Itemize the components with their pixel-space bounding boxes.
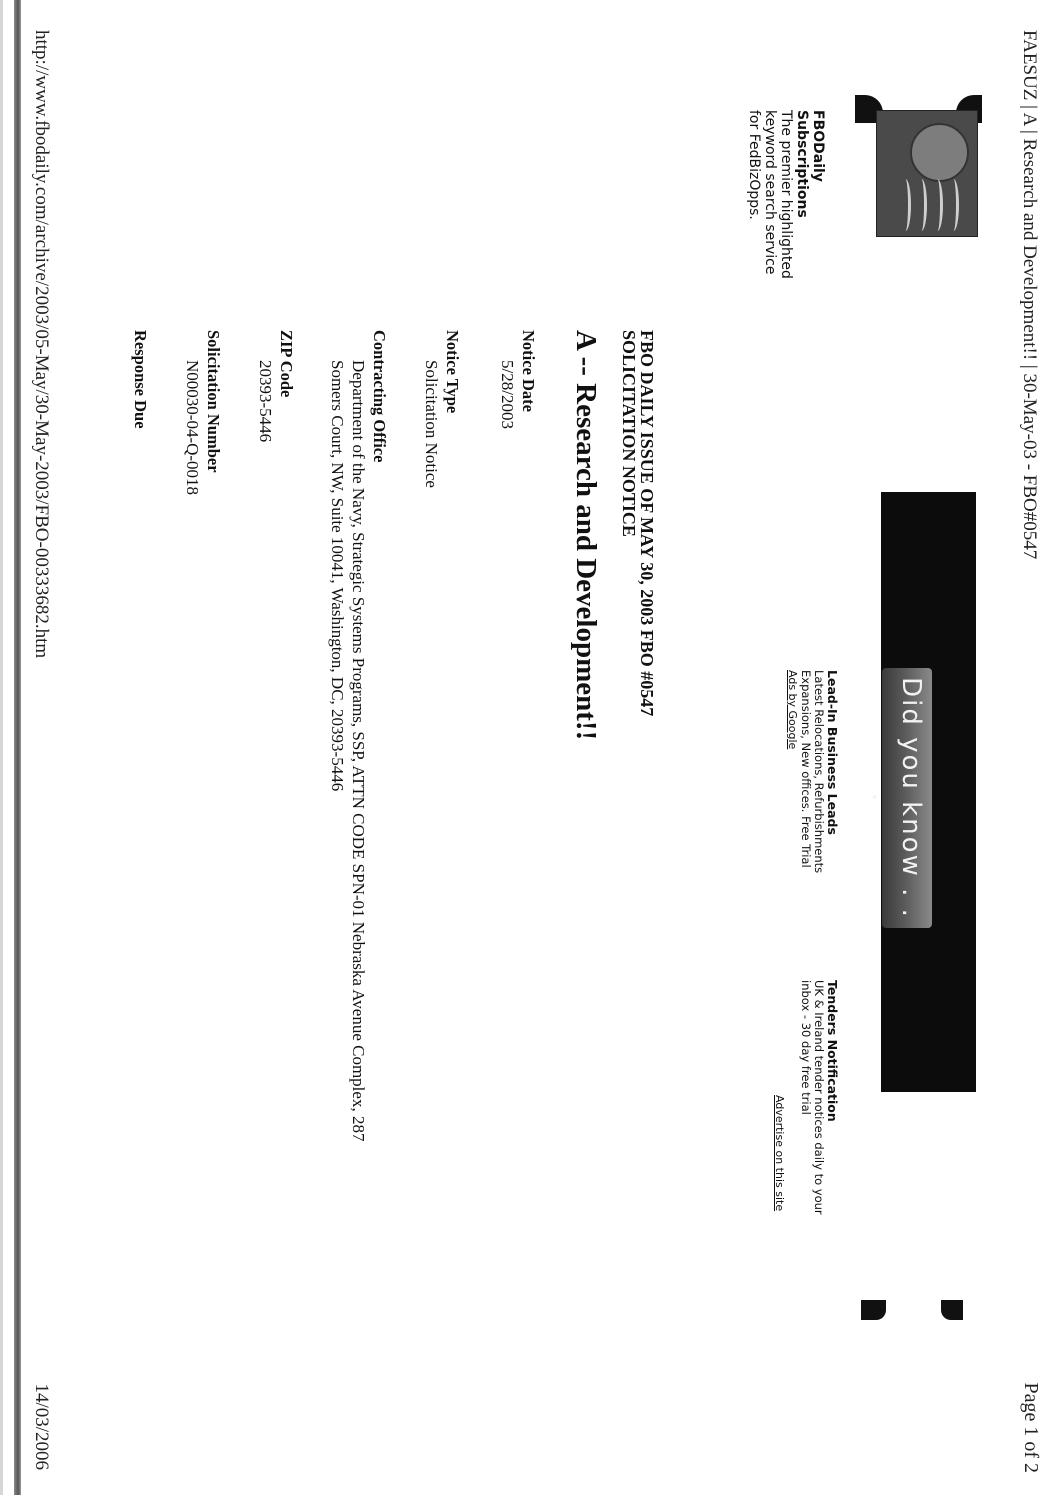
footer-url[interactable]: http://www.fbodaily.com/archive/2003/05-May/30-May-2003/FBO-00333682.htm: [31, 30, 52, 659]
ad-text: UK & Ireland tender notices daily to your: [812, 980, 826, 1215]
promo-text: for FedBizOpps.: [746, 110, 762, 220]
field-label-solicitation-number: Solicitation Number: [204, 330, 223, 473]
field-value-solicitation-number: N00030-04-Q-0018: [183, 360, 202, 496]
notice-headline: A -- Research and Development!!: [570, 330, 602, 741]
did-you-know-button[interactable]: Did you know . . .: [882, 668, 932, 928]
field-label-response-due: Response Due: [131, 330, 150, 429]
promo-text: keyword search service: [762, 110, 778, 275]
promo-title: Subscriptions: [794, 110, 810, 218]
ad-lead-in[interactable]: [786, 670, 840, 873]
promo-text: The premier highlighted: [778, 110, 794, 279]
subscriptions-promo[interactable]: [746, 110, 826, 279]
field-value-contracting-office: Department of the Navy, Strategic Systems Programs, SSP, ATTN CODE SPN-01 Nebraska Avenue Complex, 287: [349, 360, 368, 1142]
banner-corner-right-bottom: [861, 1300, 886, 1320]
issue-line: FBO DAILY ISSUE OF MAY 30, 2003 FBO #0547: [637, 330, 657, 717]
ad-text: Expansions, New offices. Free Trial: [799, 670, 813, 868]
banner-corner-right-top: [941, 1300, 963, 1320]
field-value-notice-type: Solicitation Notice: [422, 360, 441, 488]
ads-by-google-link[interactable]: Ads by Google: [786, 670, 799, 750]
print-header-title: FAESUZ | A | Research and Development!! | 30-May-03 - FBO#0547: [1019, 30, 1040, 560]
ad-tenders[interactable]: [799, 980, 840, 1215]
field-label-notice-type: Notice Type: [443, 330, 462, 414]
fbodaily-logo[interactable]: [876, 110, 978, 237]
field-value-notice-date: 5/28/2003: [498, 360, 517, 429]
field-label-contracting-office: Contracting Office: [370, 330, 389, 463]
footer-print-date: 14/03/2006: [31, 1383, 52, 1470]
field-value-zip-code: 20393-5446: [256, 360, 275, 443]
seal-icon: [910, 123, 969, 182]
page-number: Page 1 of 2: [1020, 1382, 1042, 1473]
wave-icon: [948, 179, 959, 231]
ad-title[interactable]: Lead-In Business Leads: [825, 670, 840, 835]
promo-title: FBODaily: [810, 110, 826, 182]
notice-category: SOLICITATION NOTICE: [619, 330, 639, 537]
wave-icon: [916, 179, 927, 231]
field-value-contracting-office: Somers Court, NW, Suite 10041, Washington, DC, 20393-5446: [328, 360, 347, 792]
ad-text: Latest Relocations, Refurbishments: [812, 670, 826, 874]
ad-text: inbox - 30 day free trial: [799, 980, 813, 1115]
wave-icon: [932, 179, 943, 231]
advertise-link[interactable]: Advertise on this site: [773, 1095, 786, 1212]
field-label-notice-date: Notice Date: [519, 330, 538, 413]
wave-icon: [900, 179, 911, 231]
field-label-zip-code: ZIP Code: [277, 330, 296, 398]
ad-title[interactable]: Tenders Notification: [825, 980, 840, 1122]
